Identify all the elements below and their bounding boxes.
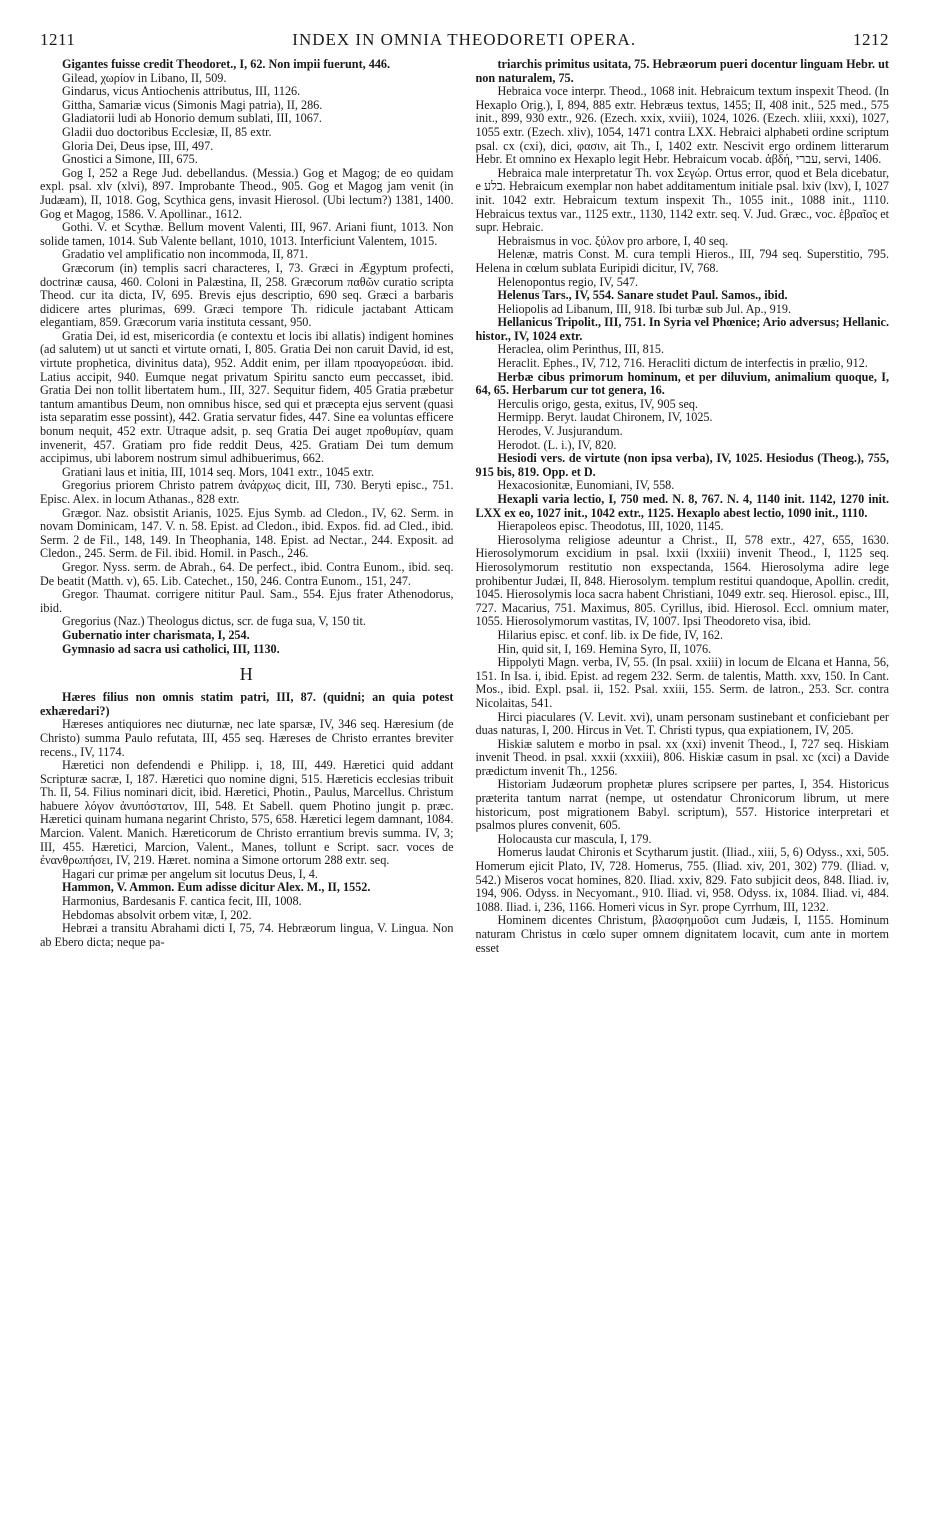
index-entry: Helenæ, matris Const. M. cura templi Hieros., III, 794 seq. Superstitio, 795. Helena in cœlum sublata Euripidi dicitur, IV, 768.: [475, 247, 889, 275]
index-entry: Gymnasio ad sacra usi catholici, III, 1130.: [62, 641, 280, 656]
index-entry: Hebraica male interpretatur Th. vox Σεγώρ. Ortus error, quod et Bela dicebatur, e בלע. Hebraicum exemplar non habet additamentum initiale psal. lxiv (lxv), I, 1027 init. 1042 extr. Hebraicum textum inspexit Th., 1055 init., 1088 init., 1110. Hebraicus textus var., 1125 extr., 1130, 1142 extr. seq. V. Jud. Græc., voc. ἑβραῖος et supr. Hebraic.: [475, 165, 889, 235]
running-title: INDEX IN OMNIA THEODORETI OPERA.: [292, 30, 637, 49]
index-entry: Gratia Dei, id est, misericordia (e contextu et locis ibi allatis) indigent homines (ad salutem) ut ut sancti et virtute ornati, I, 805. Gratia Dei non caruit David, id est, virtute prophetica, divinitus data), 952. Addit enim, per illam προαγορεύσαι. ibid. Latius accipit, 940. Eumque negat privatum Spiritu sancto eum peccasset, ibid. Gratia Dei non tollit libertatem hum., III, 327. Sequitur fidem, 405 Gratia præbetur tantum amantibus Deum, non omnibus hisce, sed qui et præcepta ejus servent (quasi ista separatim esse possint), 442. Gratia servatur fides, 447. Sine ea voluntas efficere bonum nequit, 452 extr. Utraque adsit, p. seq Gratia Dei auget προθυμίαν, quam invenerit, 457. Gratiam pro fide reddit Deus, 425. Gratiam Dei tum demum accipimus, ubi laborem nostrum simul adhibuerimus, 662.: [40, 328, 454, 466]
index-entry: triarchis primitus usitata, 75. Hebræorum pueri docentur linguam Hebr. ut non naturalem, 75.: [475, 58, 889, 85]
index-entry: Gloria Dei, Deus ipse, III, 497.: [62, 138, 214, 153]
index-entry: Hippolyti Magn. verba, IV, 55. (In psal. xxiii) in locum de Elcana et Hanna, 56, 151. In Isa. i, ibid. Epist. ad regem 232. Serm. de talentis, Matth. xxv, 150. In Cant. Mos., ibid. Expl. psal. ii, 152. Psal. xxiii, 155. Serm. de latron., 253. Scr. contra Nicolaitas, 541.: [475, 655, 889, 710]
index-entry: Gigantes fuisse credit Theodoret., I, 62. Non impii fuerunt, 446.: [62, 58, 391, 71]
index-entry: Hebraismus in voc. ξύλον pro arbore, I, 40 seq.: [497, 233, 729, 248]
index-entry: Hierosolyma religiose adeuntur a Christ., II, 578 extr., 427, 655, 1630. Hierosolymorum excidium in psal. lxxii (lxxiii) invenit Theod., I, 1125 seq. Hierosolymorum restitutio non exspectanda, 1564. Hierosolyma adire lege prohibentur Judæi, II, 848. Hierosolym. templum restitui quandoque, Apollin. credit, 1045. Hierosolymis loca sacra habent Christiani, 1049 extr. seq. Hierosol. episc., III, 727. Macarius, 751. Maximus, 805. Cyrillus, ibid. Hierosol. Eccl. omnium mater, 1055. Hierosolymorum vastitas, IV, 1007. Ipsi Theodoreto visa, ibid.: [475, 532, 889, 629]
section-heading-h: H: [239, 664, 254, 685]
index-entry: Gothi. V. et Scythæ. Bellum movent Valenti, III, 967. Ariani fiunt, 1013. Non solide tamen, 1014. Sub Valente bellant, 1010, 1013. Interficiunt Valentem, 1015.: [40, 220, 454, 248]
index-entry: Gradatio vel amplificatio non incommoda, II, 871.: [62, 247, 309, 262]
page-number-right: 1212: [853, 30, 889, 49]
index-entry: Gittha, Samariæ vicus (Simonis Magi patria), II, 286.: [62, 97, 323, 112]
right-entries: [476, 58, 890, 955]
index-entry: Hexacosionitæ, Eunomiani, IV, 558.: [497, 478, 675, 493]
index-entry: Gubernatio inter charismata, I, 254.: [62, 627, 250, 642]
index-entry: Herculis origo, gesta, exitus, IV, 905 seq.: [497, 396, 698, 411]
index-entry: Hebraica voce interpr. Theod., 1068 init. Hebraicum textum inspexit Theod. (In Hexaplo Orig.), I, 894, 885 extr. Hebræus textus, 1455; II, 408 init., 525 med., 575 init., 899, 930 extr., 926. (Ezech. xxix, xviii), 1024, 1026. (Ezech. xliii, xxxi), 1027, 1055 extr. (Ezech. xliv), 1054, 1471 contra LXX. Hebraici alphabeti ordine scriptum psal. cx (cxi), dici, φασιν, ait Th., I, 1402 extr. Nescivit ergo ordinem litterarum Hebr. Et omnino ex Hexaplo legit Hebr. Hebraicum vocab. ἀβδή, עברי, servi, 1406.: [475, 84, 889, 167]
index-entry: Hebræi a transitu Abrahami dicti I, 75, 74. Hebræorum lingua, V. Lingua. Non ab Ebero dicta; neque pa-: [40, 921, 454, 949]
index-entry: Hæretici non defendendi e Philipp. i, 18, III, 449. Hæretici quid addant Scripturæ sacræ, I, 187. Hæretici quo nomine digni, 515. Hæreticis ecclesias tribuit Th. II, 54. Filius nominari dicit, ibid. Hæretici, Photin., Paulus, Marcellus. Christum habuere λόγον ἀνυπόστατον, III, 548. Et Sabell. quem Photino jungit p. præc. Hæretici quinam humana negarint Christo, 575, 658. Hæretici legem damnant, 1084. Marcion. Valent. Manich. Hæreticorum de Christo errantium brevis summa. IV, 3; III, 455. Hæretici, Marcion, Valent., Manes, tollunt e Script. sacr. voces de ἐνανθρωπήσει, IV, 219. Hæret. nomina a Simone ortorum 288 extr. seq.: [40, 758, 454, 868]
index-entry: Græcorum (in) templis sacri characteres, I, 73. Græci in Ægyptum profecti, doctrinæ causa, 460. Coloni in Palæstina, II, 258. Græcorum παθῶν curatio scripta Theod. cur ita dicta, IV, 695. Brevis ejus descriptio, 690 seq. Græci a barbaris didicere artes plurimas, 699. Græci tempore Th. ridicule jactabant Atticam elegantiam, 859. Græcorum varia instituta cessant, 950.: [40, 260, 454, 330]
index-entry: Hebdomas absolvit orbem vitæ, I, 202.: [62, 907, 252, 922]
index-entry: Grægor. Naz. obsistit Arianis, 1025. Ejus Symb. ad Cledon., IV, 62. Serm. in novam Dominicam, 147. V. n. 58. Epist. ad Cledon., ibid. Expos. fid. ad Cled., ibid. Serm. 2 de Fil., 148, 149. In Theophania, 148. Epist. ad Nectar., 244. Exposit. ad Cledon., 245. Serm. de Fil. ibid. Homil. in Pasch., 246.: [40, 505, 454, 561]
index-entry: Gnostici a Simone, III, 675.: [62, 152, 198, 167]
index-entry: Gratiani laus et initia, III, 1014 seq. Mors, 1041 extr., 1045 extr.: [62, 464, 375, 479]
index-entry: Gog I, 252 a Rege Jud. debellandus. (Messia.) Gog et Magog; de eo quidam expl. psal. xlv (xlvi), 897. Improbante Theod., 905. Gog et Magog jam venit (in Judæam), II, 1018. Gog, Scythica gens, invasit Hierosol. (Ubi lectum?) 1381, 1400. Gog et Magog, 1586. V. Apollinar., 1612.: [40, 165, 454, 221]
index-entry: Hilarius episc. et conf. lib. ix De fide, IV, 162.: [497, 627, 724, 642]
index-entry: Heliopolis ad Libanum, III, 918. Ibi turbæ sub Jul. Ap., 919.: [497, 301, 791, 316]
page-number-left: 1211: [40, 30, 76, 49]
index-entry: Hominem dicentes Christum, βλασφημοῦσι cum Judæis, I, 1155. Hominum naturam Christus in cœlo super omnem dignitatem locavit, cum ante in mortem esset: [475, 913, 889, 955]
index-entry: Helenus Tars., IV, 554. Sanare studet Paul. Samos., ibid.: [497, 288, 788, 303]
index-entry: Herodot. (L. i.), IV, 820.: [497, 437, 617, 452]
index-entry: Gregor. Nyss. serm. de Abrah., 64. De perfect., ibid. Contra Eunom., ibid. seq. De beatit (Matth. v), 65. Lib. Catechet., 150, 246. Contra Eunom., 151, 247.: [40, 559, 454, 588]
index-entry: Gladii duo doctoribus Ecclesiæ, II, 85 extr.: [62, 124, 272, 139]
index-entry: Gregorius priorem Christo patrem ἀνάρχως dicit, III, 730. Beryti episc., 751. Episc. Alex. in locum Athanas., 828 extr.: [40, 478, 454, 506]
index-entry: Hin, quid sit, I, 169. Hemina Syro, II, 1076.: [497, 641, 712, 656]
index-entry: Hellanicus Tripolit., III, 751. In Syria vel Phœnice; Ario adversus; Hellanic. histor., IV, 1024 extr.: [475, 315, 889, 343]
index-entry: Hammon, V. Ammon. Eum adisse dicitur Alex. M., II, 1552.: [62, 880, 371, 895]
left-entries-b: [40, 691, 454, 949]
index-entry: Herodes, V. Jusjurandum.: [497, 424, 623, 439]
index-entry: Hæreses antiquiores nec diuturnæ, nec late sparsæ, IV, 346 seq. Hæresium (de Christo) summa Paulo refutata, III, 455 seq. Hæreses de Christo errantes breviter recens., IV, 1174.: [40, 717, 454, 759]
index-entry: Hæres filius non omnis statim patri, III, 87. (quidni; an quia potest exhæredari?): [40, 690, 454, 718]
index-entry: Hesiodi vers. de virtute (non ipsa verba), IV, 1025. Hesiodus (Theog.), 755, 915 bis, 819. Opp. et D.: [475, 451, 889, 479]
index-entry: Herbæ cibus primorum hominum, et per diluvium, animalium quoque, I, 64, 65. Herbarum cur tot genera, 16.: [475, 369, 889, 398]
index-entry: Historiam Judæorum prophetæ plures scripsere per partes, I, 354. Historicus præterita tantum narrat (nempe, ut ostendatur Chronicorum librum, ut mere historicum, post migrationem Babyl. scriptum), 557. Historice interpretari et psalmos plures convenit, 605.: [475, 777, 889, 833]
index-entry: Homerus laudat Chironis et Scytharum justit. (Iliad., xiii, 5, 6) Odyss., xxi, 505. Homerum ejicit Plato, IV, 728. Homerus, 755. (Iliad. xiv, 201, 302) 779. (Iliad. v, 542.) Miseros vocat homines, 820. Iliad. xxiv, 829. Fato subjicit deos, 848. Iliad. iv, 194, 906. Odyss. in Necyomant., 910. Iliad. vi, 958. Odyss. ix, 1084. Iliad. vi, 484. 1088. Iliad. i, 236, 1166. Homeri vicus in Syr. prope Cyrrhum, III, 1232.: [475, 845, 889, 914]
right-column: [476, 58, 890, 955]
index-entry: Hagari cur primæ per angelum sit locutus Deus, I, 4.: [62, 866, 318, 881]
index-entry: Heraclea, olim Perinthus, III, 815.: [497, 342, 665, 357]
page-header: [40, 30, 889, 56]
index-entry: Hiskiæ salutem e morbo in psal. xx (xxi) invenit Theod., I, 727 seq. Hiskiam invenit Theod. in psal. xxxii (xxxiii), 806. Hiskiæ casum in psal. xc (xci) a Davide prædictum invenit Th., 1256.: [475, 736, 889, 778]
index-entry: Gladiatorii ludi ab Honorio demum sublati, III, 1067.: [62, 111, 322, 126]
left-entries-a: [40, 58, 454, 656]
index-entry: Gindarus, vicus Antiochenis attributus, III, 1126.: [62, 84, 301, 99]
index-entry: Hexapli varia lectio, I, 750 med. N. 8, 767. N. 4, 1140 init. 1142, 1270 init. LXX ex eo, 1027 init., 1042 extr., 1125. Hexaplo abest lectio, 1090 init., 1110.: [475, 492, 889, 520]
index-entry: Gilead, χωρίον in Libano, II, 509.: [62, 70, 227, 85]
index-entry: Gregorius (Naz.) Theologus dictus, scr. de fuga sua, V, 150 tit.: [62, 614, 366, 629]
index-entry: Gregor. Thaumat. corrigere nititur Paul. Sam., 554. Ejus frater Athenodorus, ibid.: [40, 587, 454, 615]
index-entry: Heraclit. Ephes., IV, 712, 716. Heracliti dictum de interfectis in prælio, 912.: [497, 356, 868, 371]
left-column: [40, 58, 454, 955]
index-entry: Helenopontus regio, IV, 547.: [497, 274, 639, 289]
index-entry: Hermipp. Beryt. laudat Chironem, IV, 1025.: [497, 410, 713, 425]
index-entry: Holocausta cur mascula, I, 179.: [497, 831, 652, 846]
index-entry: Hierapoleos episc. Theodotus, III, 1020, 1145.: [497, 519, 724, 534]
index-entry: Hirci piaculares (V. Levit. xvi), unam personam sustinebant et conficiebant per duas naturas, I, 200. Hircus in Vet. T. Christi typus, qua expiationem, IV, 205.: [475, 709, 889, 738]
text-columns: [40, 58, 889, 955]
index-entry: Harmonius, Bardesanis F. cantica fecit, III, 1008.: [62, 894, 302, 909]
